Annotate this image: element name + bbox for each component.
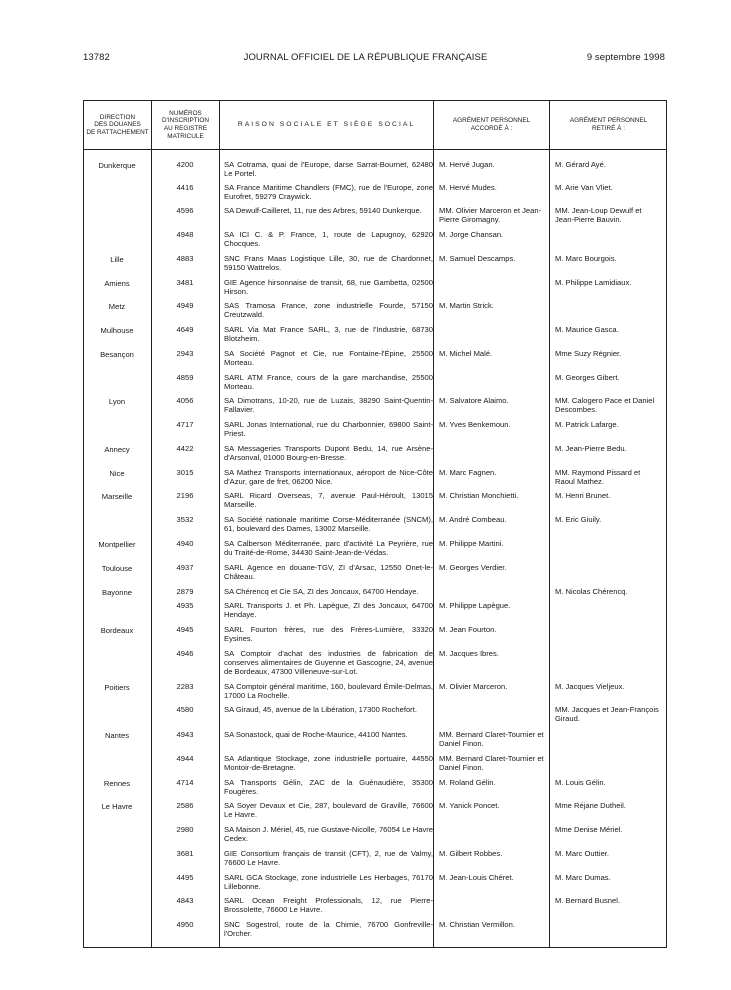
- cell-agrement-accorde: M. Christian Vermillon.: [439, 920, 515, 929]
- cell-direction: Toulouse: [101, 564, 133, 573]
- cell-raison-sociale: SA Atlantique Stockage, zone industrielle portuaire, 44550 Montoir-de-Bretagne.: [224, 754, 433, 773]
- cell-direction: Bordeaux: [100, 626, 134, 635]
- cell-direction: Marseille: [101, 492, 133, 501]
- cell-agrement-accorde: M. Hervé Mudes.: [439, 183, 497, 192]
- header-numeros: NUMÉROS D'INSCRIPTION AU REGISTRE MATRICULE: [161, 109, 210, 140]
- column-divider: [549, 100, 550, 948]
- cell-direction: Rennes: [103, 779, 131, 788]
- cell-agrement-accorde: M. Gilbert Robbes.: [439, 849, 503, 858]
- cell-agrement-retire: M. Georges Gibert.: [555, 373, 620, 382]
- cell-agrement-accorde: M. Yves Benkemoun.: [439, 420, 511, 429]
- cell-agrement-accorde: M. Philippe Lapègue.: [439, 601, 511, 610]
- cell-raison-sociale: SA Maison J. Mériel, 45, rue Gustave-Nicolle, 76054 Le Havre Cedex.: [224, 825, 433, 844]
- cell-direction: Le Havre: [101, 802, 133, 811]
- cell-raison-sociale: SA Soyer Devaux et Cie, 287, boulevard de Graville, 76600 Le Havre.: [224, 801, 433, 820]
- cell-raison-sociale: GIE Consortium français de transit (CFT), 2, rue de Valmy, 76600 Le Havre.: [224, 849, 433, 868]
- cell-numero: 4949: [176, 301, 194, 310]
- cell-agrement-accorde: M. Olivier Marceron.: [439, 682, 508, 691]
- cell-agrement-accorde: M. Marc Fagnen.: [439, 468, 497, 477]
- cell-numero: 2196: [176, 491, 194, 500]
- cell-agrement-accorde: M. Jean-Louis Chéret.: [439, 873, 514, 882]
- cell-raison-sociale: SA Chérencq et Cie SA, ZI des Joncaux, 64700 Hendaye.: [224, 587, 419, 596]
- cell-numero: 4945: [176, 625, 194, 634]
- cell-numero: 4596: [176, 206, 194, 215]
- cell-raison-sociale: SARL Agence en douane-TGV, ZI d'Arsac, 12550 Onet-le-Château.: [224, 563, 433, 582]
- cell-agrement-accorde: M. Roland Gélin.: [439, 778, 496, 787]
- cell-raison-sociale: SA Société nationale maritime Corse-Méditerranée (SNCM), 61, boulevard des Dames, 13002 Marseille.: [224, 515, 433, 534]
- cell-direction: Nice: [109, 469, 125, 478]
- cell-raison-sociale: SARL GCA Stockage, zone industrielle Les Herbages, 76170 Lillebonne.: [224, 873, 433, 892]
- cell-raison-sociale: SNC Frans Maas Logistique Lille, 30, rue de Chardonnet, 59150 Wattrelos.: [224, 254, 433, 273]
- cell-raison-sociale: SA Mathez Transports internationaux, aéroport de Nice-Côte d'Azur, gare de fret, 06200 Nice.: [224, 468, 433, 487]
- cell-agrement-retire: M. Gérard Ayé.: [555, 160, 606, 169]
- cell-numero: 3481: [176, 278, 194, 287]
- cell-agrement-accorde: M. Jorge Chansan.: [439, 230, 504, 239]
- publication-date: 9 septembre 1998: [586, 52, 665, 63]
- cell-agrement-retire: Mme Suzy Régnier.: [555, 349, 622, 358]
- cell-raison-sociale: SA Calberson Méditerranée, parc d'activité La Peyrière, rue du Traité-de-Rome, 34430 Saint-Jean-de-Védas.: [224, 539, 433, 558]
- header-raison-sociale: RAISON SOCIALE ET SIÈGE SOCIAL: [237, 121, 416, 129]
- cell-agrement-retire: M. Marc Outtier.: [555, 849, 610, 858]
- column-divider: [433, 100, 434, 948]
- cell-raison-sociale: SARL Fourton frères, rue des Frères-Lumière, 33320 Eysines.: [224, 625, 433, 644]
- cell-numero: 2980: [176, 825, 194, 834]
- cell-agrement-retire: M. Patrick Lafarge.: [555, 420, 619, 429]
- cell-agrement-retire: M. Jean-Pierre Bedu.: [555, 444, 627, 453]
- cell-agrement-retire: Mme Réjane Dutheil.: [555, 801, 626, 810]
- cell-raison-sociale: SA Cotrama, quai de l'Europe, darse Sarrat-Bournet, 62480 Le Portel.: [224, 160, 433, 179]
- cell-numero: 4649: [176, 325, 194, 334]
- cell-numero: 4056: [176, 396, 194, 405]
- cell-direction: Montpellier: [98, 540, 136, 549]
- cell-direction: Amiens: [104, 279, 130, 288]
- cell-agrement-retire: MM. Jacques et Jean-François Giraud.: [555, 705, 659, 724]
- cell-direction: Lyon: [108, 397, 126, 406]
- header-agrement-retire: AGRÉMENT PERSONNEL RETIRÉ À :: [569, 117, 648, 132]
- cell-numero: 4580: [176, 705, 194, 714]
- cell-agrement-retire: Mme Denise Mériel.: [555, 825, 623, 834]
- cell-numero: 4946: [176, 649, 194, 658]
- header-rule: [83, 149, 667, 150]
- cell-raison-sociale: SNC Sogestrol, route de la Chimie, 76700 Gonfreville-l'Orcher.: [224, 920, 433, 939]
- cell-agrement-accorde: M. Michel Malé.: [439, 349, 493, 358]
- cell-numero: 3015: [176, 468, 194, 477]
- cell-agrement-retire: MM. Raymond Pissard et Raoul Mathez.: [555, 468, 641, 487]
- cell-direction: Dunkerque: [98, 161, 136, 170]
- cell-agrement-retire: M. Jacques Vieljeux.: [555, 682, 625, 691]
- cell-numero: 4948: [176, 230, 194, 239]
- cell-raison-sociale: SA Dewulf-Cailleret, 11, rue des Arbres, 59140 Dunkerque.: [224, 206, 422, 215]
- cell-raison-sociale: SA Giraud, 45, avenue de la Libération, 17300 Rochefort.: [224, 705, 417, 714]
- journal-title: JOURNAL OFFICIEL DE LA RÉPUBLIQUE FRANÇAISE: [243, 52, 488, 63]
- cell-raison-sociale: SA Comptoir d'achat des industries de fabrication de conserves alimentaires de Guyenne et Gascogne, 24, avenue de Bordeaux, 47300 Villeneuve-sur-Lot.: [224, 649, 433, 677]
- cell-agrement-accorde: M. Hervé Jugan.: [439, 160, 495, 169]
- cell-raison-sociale: SA France Maritime Chandlers (FMC), rue de l'Europe, zone Eurofret, 59279 Craywick.: [224, 183, 433, 202]
- cell-agrement-accorde: M. Martin Strick.: [439, 301, 494, 310]
- cell-agrement-retire: M. Arie Van Vliet.: [555, 183, 613, 192]
- cell-raison-sociale: SA Messageries Transports Dupont Bedu, 14, rue Arsène-d'Arsonval, 01000 Bourg-en-Bresse.: [224, 444, 433, 463]
- cell-agrement-accorde: M. Samuel Descamps.: [439, 254, 516, 263]
- cell-numero: 4940: [176, 539, 194, 548]
- cell-direction: Nantes: [104, 731, 130, 740]
- cell-raison-sociale: SARL Ricard Overseas, 7, avenue Paul-Héroult, 13015 Marseille.: [224, 491, 433, 510]
- cell-agrement-retire: M. Bernard Busnel.: [555, 896, 620, 905]
- cell-numero: 4943: [176, 730, 194, 739]
- cell-agrement-retire: M. Henri Brunet.: [555, 491, 611, 500]
- cell-direction: Metz: [108, 302, 126, 311]
- cell-direction: Bayonne: [102, 588, 132, 597]
- cell-raison-sociale: SARL Via Mat France SARL, 3, rue de l'Industrie, 68730 Blotzheim.: [224, 325, 433, 344]
- cell-agrement-accorde: M. Jean Fourton.: [439, 625, 497, 634]
- cell-agrement-retire: MM. Calogero Pace et Daniel Descombes.: [555, 396, 655, 415]
- cell-raison-sociale: SA Transports Gélin, ZAC de la Guénaudière, 35300 Fougères.: [224, 778, 433, 797]
- cell-numero: 4883: [176, 254, 194, 263]
- cell-direction: Besançon: [100, 350, 134, 359]
- cell-raison-sociale: SA Société Pagnot et Cie, rue Fontaine-l'Épine, 25500 Morteau.: [224, 349, 433, 368]
- cell-raison-sociale: SAS Tramosa France, zone industrielle Fourde, 57150 Creutzwald.: [224, 301, 433, 320]
- cell-direction: Annecy: [104, 445, 130, 454]
- cell-agrement-retire: M. Louis Gélin.: [555, 778, 606, 787]
- column-divider: [219, 100, 220, 948]
- cell-numero: 4714: [176, 778, 194, 787]
- cell-raison-sociale: SARL ATM France, cours de la gare marchandise, 25500 Morteau.: [224, 373, 433, 392]
- cell-agrement-retire: M. Marc Bourgois.: [555, 254, 617, 263]
- cell-agrement-accorde: M. Philippe Martini.: [439, 539, 504, 548]
- cell-raison-sociale: SA Sonastock, quai de Roche-Maurice, 44100 Nantes.: [224, 730, 408, 739]
- cell-numero: 2879: [176, 587, 194, 596]
- cell-numero: 4937: [176, 563, 194, 572]
- cell-numero: 2586: [176, 801, 194, 810]
- cell-numero: 4416: [176, 183, 194, 192]
- cell-numero: 4935: [176, 601, 194, 610]
- cell-raison-sociale: SARL Jonas International, rue du Charbonnier, 69800 Saint-Priest.: [224, 420, 433, 439]
- cell-direction: Poitiers: [104, 683, 130, 692]
- cell-agrement-accorde: M. Yanick Poncet.: [439, 801, 500, 810]
- cell-agrement-accorde: M. Georges Verdier.: [439, 563, 507, 572]
- cell-agrement-retire: M. Maurice Gasca.: [555, 325, 619, 334]
- cell-agrement-retire: M. Marc Dumas.: [555, 873, 611, 882]
- cell-direction: Lille: [110, 255, 124, 264]
- cell-agrement-accorde: MM. Bernard Claret-Tournier et Daniel Finon.: [439, 730, 544, 749]
- cell-numero: 4422: [176, 444, 194, 453]
- cell-raison-sociale: SA ICI C. & P. France, 1, route de Lapugnoy, 62920 Chocques.: [224, 230, 433, 249]
- cell-agrement-retire: M. Nicolas Chérencq.: [555, 587, 628, 596]
- cell-numero: 4200: [176, 160, 194, 169]
- cell-agrement-accorde: M. Christian Monchietti.: [439, 491, 519, 500]
- cell-direction: Mulhouse: [100, 326, 134, 335]
- cell-raison-sociale: SARL Transports J. et Ph. Lapègue, ZI des Joncaux, 64700 Hendaye.: [224, 601, 433, 620]
- cell-numero: 2943: [176, 349, 194, 358]
- header-agrement-accorde: AGRÉMENT PERSONNEL ACCORDÉ À :: [452, 117, 531, 132]
- cell-agrement-accorde: M. Salvatore Alaimo.: [439, 396, 509, 405]
- cell-raison-sociale: SARL Ocean Freight Professionals, 12, rue Pierre-Brossolette, 76600 Le Havre.: [224, 896, 433, 915]
- cell-numero: 4944: [176, 754, 194, 763]
- cell-numero: 2283: [176, 682, 194, 691]
- cell-numero: 4859: [176, 373, 194, 382]
- cell-agrement-retire: M. Philippe Lamidiaux.: [555, 278, 632, 287]
- cell-agrement-retire: M. Eric Giuily.: [555, 515, 602, 524]
- cell-agrement-accorde: M. André Combeau.: [439, 515, 507, 524]
- cell-numero: 4717: [176, 420, 194, 429]
- header-direction: DIRECTION DES DOUANES DE RATTACHEMENT: [86, 113, 149, 136]
- cell-agrement-accorde: MM. Olivier Marceron et Jean-Pierre Giromagny.: [439, 206, 542, 225]
- cell-agrement-retire: MM. Jean-Loup Dewulf et Jean-Pierre Bauvin.: [555, 206, 642, 225]
- cell-agrement-accorde: M. Jacques Ibres.: [439, 649, 499, 658]
- page-number: 13782: [83, 52, 110, 63]
- cell-raison-sociale: SA Dimotrans, 10-20, rue de Luzais, 38290 Saint-Quentin-Fallavier.: [224, 396, 433, 415]
- cell-numero: 3681: [176, 849, 194, 858]
- cell-numero: 4495: [176, 873, 194, 882]
- cell-numero: 4843: [176, 896, 194, 905]
- cell-numero: 4950: [176, 920, 194, 929]
- cell-raison-sociale: GIE Agence hirsonnaise de transit, 68, rue Gambetta, 02500 Hirson.: [224, 278, 433, 297]
- cell-agrement-accorde: MM. Bernard Claret-Tournier et Daniel Finon.: [439, 754, 544, 773]
- cell-numero: 3532: [176, 515, 194, 524]
- cell-raison-sociale: SA Comptoir général maritime, 160, boulevard Émile-Delmas, 17000 La Rochelle.: [224, 682, 433, 701]
